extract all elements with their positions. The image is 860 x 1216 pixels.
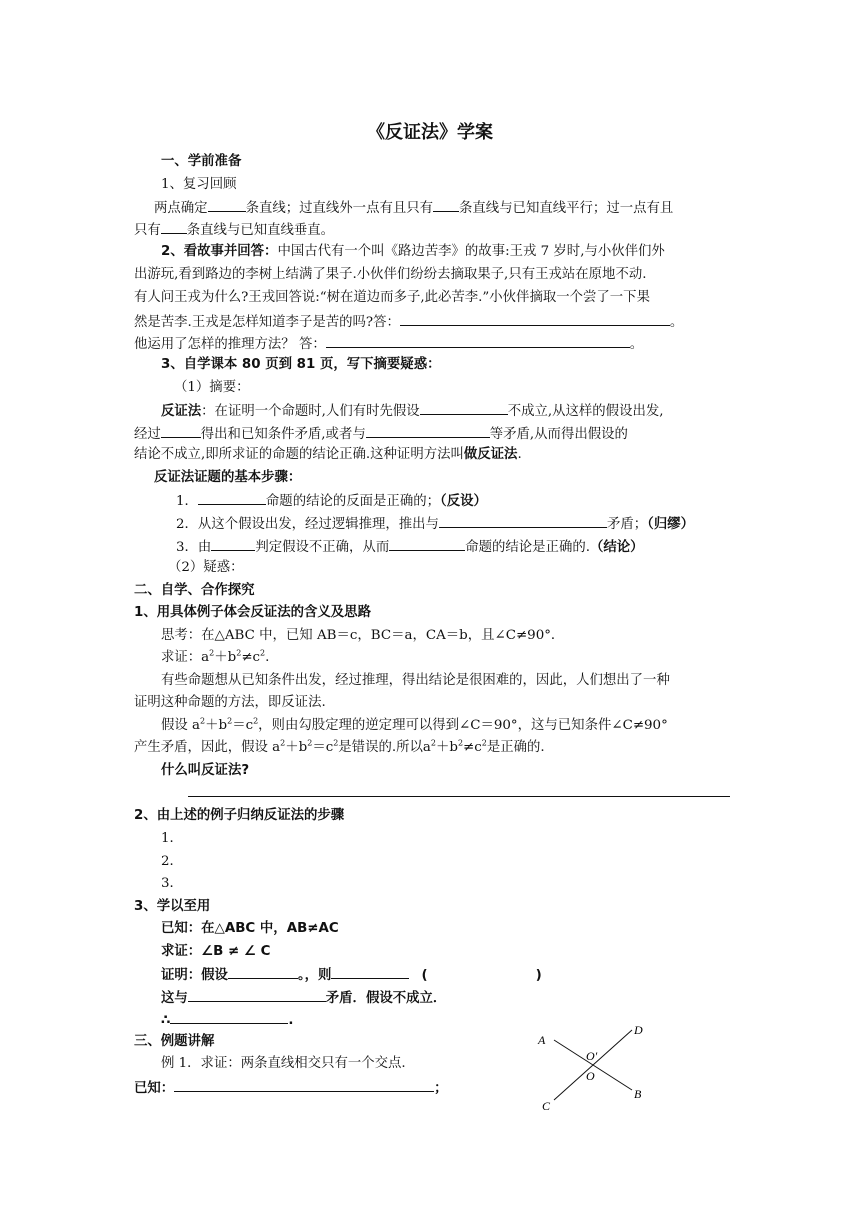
story-line-2: 出游玩,看到路边的李树上结满了果子.小伙伴们纷纷去摘取果子,只有王戎站在原地不动. [134,267,647,282]
label-o: O [586,1069,595,1083]
story-question-2: 他运用了怎样的推理方法？ 答： 。 [134,333,643,355]
label-b: B [634,1087,642,1101]
answer-line[interactable] [188,796,730,797]
para-1-line-1: 有些命题想从已知条件出发，经过推理，得出结论是很困难的，因此，人们想出了一种 [161,673,670,688]
doubt-label: （2）疑惑： [168,560,244,575]
label-o-prime: O′ [586,1049,598,1063]
answer-blank-1[interactable] [400,311,670,326]
blank-review-2[interactable] [433,197,459,212]
summary-label: （1）摘要： [174,380,250,395]
definition-line-1: 反证法：在证明一个命题时,人们有时先假设 不成立,从这样的假设出发, [161,400,664,422]
review-line-2: 只有 条直线与已知直线垂直。 [134,219,334,241]
subsection-2-1: 1、用具体例子体会反证法的含义及思路 [134,605,371,620]
story-line-1: 2、看故事并回答：中国古代有一个叫《路边苦李》的故事:王戎 7 岁时,与小伙伴们外 [161,244,665,259]
blank-example-given[interactable] [174,1077,434,1092]
review-heading: 1、复习回顾 [161,177,237,192]
step-number-2: 2． [161,854,183,869]
label-c: C [542,1099,551,1113]
review-line-1: 两点确定 条直线；过直线外一点有且只有 条直线与已知直线平行；过一点有且 [154,197,673,219]
label-d: D [634,1023,643,1037]
blank-step-2[interactable] [439,513,607,528]
blank-step-1[interactable] [198,490,266,505]
blank-proof-1[interactable] [228,964,298,979]
blank-review-3[interactable] [161,219,187,234]
story-line-3: 有人问王戎为什么?王戎回答说:“树在道边而多子,此必苦李.”小伙伴摘取一个尝了一下果 [134,290,650,305]
example-given-line: 已知： ； [134,1077,448,1099]
blank-def-1[interactable] [420,400,508,415]
given-line: 已知：在△ABC 中，AB≠AC [161,921,339,936]
contradiction-line: 这与 矛盾．假设不成立． [161,987,446,1009]
section-2-heading: 二、自学、合作探究 [134,583,255,598]
blank-def-2[interactable] [161,423,201,438]
subsection-2-3: 3、学以至用 [134,899,211,914]
answer-blank-2[interactable] [326,333,630,348]
blank-therefore[interactable] [170,1009,288,1024]
section-1-heading: 一、学前准备 [161,154,242,169]
definition-line-2: 经过 得出和已知条件矛盾,或者与 等矛盾,从而得出假设的 [134,423,628,445]
think-line: 思考：在△ABC 中，已知 AB＝c，BC＝a，CA＝b，且∠C≠90°． [161,628,565,643]
step-1: 1． 命题的结论的反面是正确的；（反设） [176,490,487,512]
para-2-line-1: 假设 $a^2+b^2=c^2$，则由勾股定理的逆定理可以得到∠C＝90°，这与已知条件∠C≠90° [161,716,668,733]
line-cd [554,1030,632,1100]
para-1-line-2: 证明这种命题的方法，即反证法. [134,695,326,710]
proof-line: 证明：假设 。，则 ( ) [161,964,542,986]
step-2: 2．从这个假设出发，经过逻辑推理，推出与 矛盾；（归缪） [176,513,694,535]
label-a: A [538,1033,546,1047]
what-is-question: 什么叫反证法? [161,763,250,778]
para-2-line-2: 产生矛盾，因此，假设 $a^2+b^2=c^2$是错误的.所以$a^2+b^2\ne c^2$是正确的. [134,738,545,755]
self-study-heading: 3、自学课本 80 页到 81 页，写下摘要疑惑： [161,357,441,372]
blank-proof-2[interactable] [331,964,409,979]
intersecting-lines-figure [530,1018,660,1118]
blank-step-3b[interactable] [389,536,465,551]
step-number-1: 1． [161,831,183,846]
subsection-2-2: 2、由上述的例子归纳反证法的步骤 [134,808,345,823]
prove-line: 求证：$a^2+b^2\ne c^2$. [161,648,270,665]
page-title: 《反证法》学案 [367,122,493,143]
blank-def-3[interactable] [366,423,490,438]
step-3: 3．由 判定假设不正确，从而 命题的结论是正确的.（结论） [176,536,644,558]
definition-line-3: 结论不成立,即所求证的命题的结论正确.这种证明方法叫做反证法. [134,447,522,462]
steps-heading: 反证法证题的基本步骤： [154,470,302,485]
step-number-3: 3． [161,876,183,891]
section-3-heading: 三、例题讲解 [134,1034,215,1049]
therefore-line: ∴ . [161,1009,293,1031]
example-1: 例 1．求证：两条直线相交只有一个交点. [161,1056,406,1071]
blank-review-1[interactable] [208,197,246,212]
blank-contra[interactable] [188,987,326,1002]
story-question-1: 然是苦李.王戎是怎样知道李子是苦的吗?答： 。 [134,311,683,333]
prove-angle-line: 求证：∠B ≠ ∠ C [161,944,271,959]
blank-step-3a[interactable] [211,536,255,551]
